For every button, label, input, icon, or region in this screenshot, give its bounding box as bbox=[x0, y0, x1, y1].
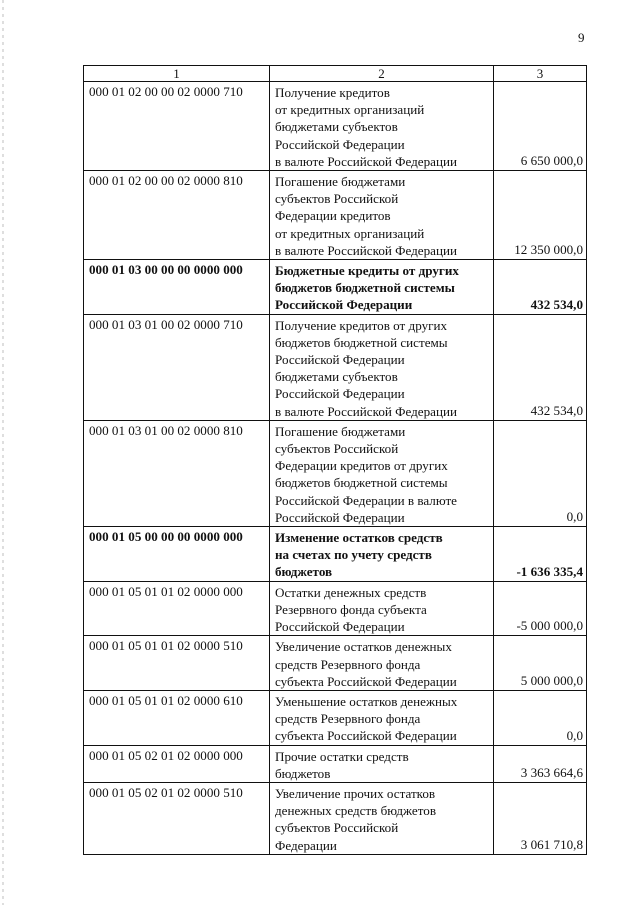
description-line: Российской Федерации bbox=[275, 297, 413, 313]
description-line: субъектов Российской bbox=[275, 441, 399, 457]
description-line: Федерации кредитов от других bbox=[275, 458, 448, 474]
description-cell bbox=[270, 260, 494, 315]
description-line: бюджетов бюджетной системы bbox=[275, 334, 448, 350]
amount-cell: -5 000 000,0 bbox=[494, 581, 587, 636]
table-row bbox=[84, 782, 587, 854]
budget-code-cell: 000 01 03 01 00 02 0000 810 bbox=[84, 420, 270, 526]
description-line: Погашение бюджетами bbox=[275, 423, 406, 439]
budget-code-cell: 000 01 05 01 01 02 0000 610 bbox=[84, 690, 270, 745]
description-cell bbox=[270, 82, 494, 171]
amount-cell: -1 636 335,4 bbox=[494, 527, 587, 582]
description-line: субъектов Российской bbox=[275, 820, 399, 836]
amount-cell: 432 534,0 bbox=[494, 314, 587, 420]
scan-edge-artifact bbox=[2, 0, 4, 905]
description-line: в валюте Российской Федерации bbox=[275, 153, 457, 169]
description-line: Получение кредитов bbox=[275, 85, 390, 100]
description-line: Остатки денежных средств bbox=[275, 584, 427, 600]
description-cell bbox=[270, 636, 494, 691]
description-line: средств Резервного фонда bbox=[275, 656, 421, 672]
budget-code-cell: 000 01 02 00 00 02 0000 810 bbox=[84, 171, 270, 260]
table-row bbox=[84, 636, 587, 691]
description-line: в валюте Российской Федерации bbox=[275, 403, 457, 419]
description-line: бюджетов бюджетной системы bbox=[275, 475, 448, 491]
description-line: Изменение остатков средств bbox=[275, 530, 443, 546]
description-line: бюджетами субъектов bbox=[275, 119, 398, 135]
description-cell bbox=[270, 690, 494, 745]
table-row bbox=[84, 581, 587, 636]
table-row bbox=[84, 260, 587, 315]
description-line: Российской Федерации bbox=[275, 619, 405, 635]
budget-code-cell: 000 01 02 00 00 02 0000 710 bbox=[84, 82, 270, 171]
description-line: Российской Федерации bbox=[275, 386, 405, 402]
description-line: Российской Федерации bbox=[275, 352, 405, 368]
description-line: Российской Федерации bbox=[275, 136, 405, 152]
description-line: Увеличение прочих остатков bbox=[275, 785, 436, 801]
description-line: денежных средств бюджетов bbox=[275, 803, 437, 819]
table-row bbox=[84, 690, 587, 745]
amount-cell: 5 000 000,0 bbox=[494, 636, 587, 691]
description-line: бюджетов bbox=[275, 564, 333, 580]
amount-cell: 0,0 bbox=[494, 690, 587, 745]
table-row bbox=[84, 82, 587, 171]
description-line: субъекта Российской Федерации bbox=[275, 673, 457, 689]
description-line: средств Резервного фонда bbox=[275, 711, 421, 727]
table-body bbox=[84, 82, 587, 855]
description-line: Бюджетные кредиты от других bbox=[275, 263, 459, 279]
table-row bbox=[84, 314, 587, 420]
description-cell bbox=[270, 782, 494, 854]
amount-cell: 432 534,0 bbox=[494, 260, 587, 315]
description-line: субъекта Российской Федерации bbox=[275, 728, 457, 744]
amount-cell: 6 650 000,0 bbox=[494, 82, 587, 171]
description-line: от кредитных организаций bbox=[275, 102, 425, 118]
description-line: бюджетов бюджетной системы bbox=[275, 280, 455, 296]
description-line: Российской Федерации в валюте bbox=[275, 492, 457, 508]
budget-code-cell: 000 01 05 02 01 02 0000 000 bbox=[84, 745, 270, 782]
description-line: на счетах по учету средств bbox=[275, 547, 432, 563]
amount-cell: 3 363 664,6 bbox=[494, 745, 587, 782]
description-line: бюджетов bbox=[275, 765, 331, 781]
budget-code-cell: 000 01 05 00 00 00 0000 000 bbox=[84, 527, 270, 582]
description-line: Прочие остатки средств bbox=[275, 748, 409, 764]
amount-cell: 12 350 000,0 bbox=[494, 171, 587, 260]
amount-cell: 0,0 bbox=[494, 420, 587, 526]
amount-cell: 3 061 710,8 bbox=[494, 782, 587, 854]
table-row bbox=[84, 527, 587, 582]
budget-code-cell: 000 01 05 01 01 02 0000 000 bbox=[84, 581, 270, 636]
description-line: от кредитных организаций bbox=[275, 225, 425, 241]
page-number: 9 bbox=[578, 30, 585, 45]
description-line: Российской Федерации bbox=[275, 509, 405, 525]
budget-code-cell: 000 01 05 01 01 02 0000 510 bbox=[84, 636, 270, 691]
description-line: Увеличение остатков денежных bbox=[275, 639, 452, 655]
budget-sources-table bbox=[83, 65, 587, 855]
description-cell bbox=[270, 581, 494, 636]
column-header-3: 3 bbox=[494, 66, 587, 82]
description-cell bbox=[270, 527, 494, 582]
budget-code-cell: 000 01 05 02 01 02 0000 510 bbox=[84, 782, 270, 854]
table-row bbox=[84, 745, 587, 782]
description-line: Федерации bbox=[275, 837, 337, 853]
description-line: Получение кредитов от других bbox=[275, 317, 448, 333]
description-line: Погашение бюджетами bbox=[275, 174, 406, 190]
column-header-2: 2 bbox=[270, 66, 494, 82]
description-cell bbox=[270, 420, 494, 526]
description-line: Уменьшение остатков денежных bbox=[275, 693, 458, 709]
description-line: бюджетами субъектов bbox=[275, 369, 398, 385]
description-cell bbox=[270, 171, 494, 260]
budget-code-cell: 000 01 03 01 00 02 0000 710 bbox=[84, 314, 270, 420]
description-cell bbox=[270, 745, 494, 782]
table-row bbox=[84, 171, 587, 260]
column-header-1: 1 bbox=[84, 66, 270, 82]
description-line: субъектов Российской bbox=[275, 191, 399, 207]
column-number-row bbox=[84, 66, 587, 82]
description-line: в валюте Российской Федерации bbox=[275, 242, 457, 258]
description-cell bbox=[270, 314, 494, 420]
description-line: Федерации кредитов bbox=[275, 208, 391, 224]
table-row bbox=[84, 420, 587, 526]
description-line: Резервного фонда субъекта bbox=[275, 601, 427, 617]
budget-code-cell: 000 01 03 00 00 00 0000 000 bbox=[84, 260, 270, 315]
